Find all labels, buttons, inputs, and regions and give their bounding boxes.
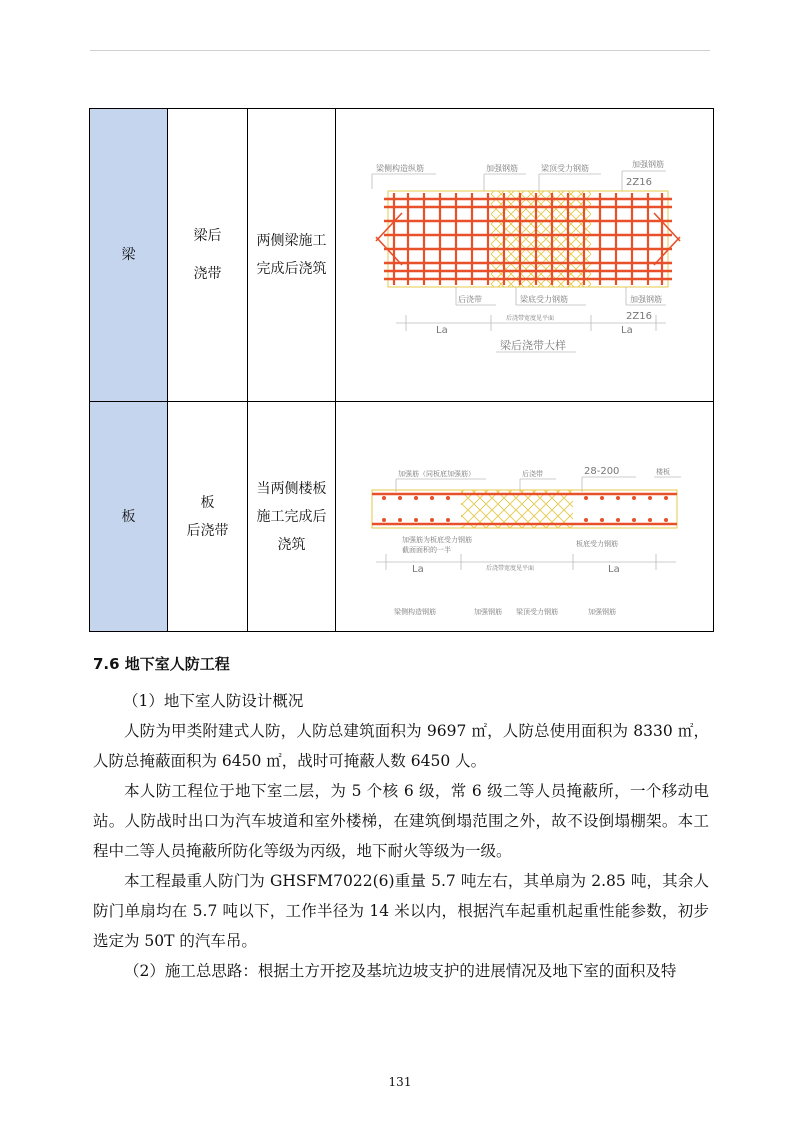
drawing-label: 2Z16 [626,311,652,322]
dimension-label: 后浇带宽度见平面 [506,315,555,322]
section-title: 7.6 地下室人防工程 [93,655,230,673]
paragraph: 本人防工程位于地下室二层，为 5 个核 6 级，常 6 级二等人员掩蔽所，一个移动电站。人防战时出口为汽车坡道和室外楼梯，在建筑倒塌范围之外，故不设倒塌棚架。本工程中二等人员掩蔽所防化等级为丙级，地下耐火等级为一级。 [93,782,709,860]
type-line: 板 [200,494,215,511]
desc-line: 当两侧楼板 [256,480,327,497]
table-row [90,402,714,632]
dimension-label: La [436,325,448,336]
dimension-label: La [608,564,620,575]
drawing-label: 加强钢筋 [632,160,664,169]
paragraph: 人防为甲类附建式人防，人防总建筑面积为 9697 ㎡，人防总使用面积为 8330 ㎡，人防总掩蔽面积为 6450 ㎡，战时可掩蔽人数 6450 人。 [93,722,709,770]
drawing-label: 板底受力钢筋 [576,540,618,548]
drawing-footer-label: 梁侧构造钢筋 [394,608,436,616]
dimension-label: La [621,325,633,336]
drawing-label: 梁侧构造纵筋 [376,164,424,173]
desc-line: 两侧梁施工 [256,233,327,249]
drawing-label: 截面面积的一半 [402,546,451,554]
member-cell [90,402,168,632]
drawing-label: 后浇带 [522,470,543,478]
drawing-label: 2Z16 [626,177,652,188]
drawing-label: 加强筋为板底受力钢筋 [402,536,472,544]
type-cell [168,402,248,632]
slab-post-pour-strip-drawing [336,402,713,631]
table-row [90,109,714,402]
drawing-label: 加强钢筋 [486,164,518,173]
member-name: 梁 [121,247,136,263]
subsection-heading: （1）地下室人防设计概况 [123,692,304,710]
drawing-cell [336,109,714,402]
type-line: 后浇带 [186,522,229,539]
description-cell [248,109,336,402]
drawing-label: 梁底受力钢筋 [520,295,568,304]
drawing-label: 加强筋（同板底加强筋） [398,470,475,478]
strip-hatch [461,490,573,528]
description-cell [248,402,336,632]
desc-line: 浇筑 [277,536,306,553]
paragraph: 本工程最重人防门为 GHSFM7022(6)重量 5.7 吨左右，其单扇为 2.85 吨，其余人防门单扇均在 5.7 吨以下，工作半径为 14 米以内，根据汽车起重机起重性能参数，初步选定为 50T 的汽车吊。 [93,872,709,950]
member-name: 板 [121,508,136,525]
paragraph: （2）施工总思路：根据土方开挖及基坑边坡支护的进展情况及地下室的面积及特 [124,962,677,980]
desc-line: 施工完成后 [256,508,327,525]
member-cell [90,109,168,402]
strip-hatch [491,191,591,287]
drawing-footer-label: 加强钢筋 [588,608,616,616]
type-line: 浇带 [193,266,222,282]
drawing-label: 楼板 [656,468,670,476]
beam-post-pour-strip-drawing [336,109,713,401]
drawing-footer-label: 梁顶受力钢筋 [516,608,558,616]
document-body [93,650,709,986]
dimension-label: 后浇带宽度见平面 [486,565,535,572]
drawing-label: 梁顶受力钢筋 [541,164,589,173]
drawing-label: 加强钢筋 [630,295,662,304]
post-pour-strip-table [89,108,714,632]
type-cell [168,109,248,402]
drawing-label: 后浇带 [458,295,482,304]
drawing-footer-label: 加强钢筋 [474,608,502,616]
page-number: 131 [388,1075,412,1089]
drawing-label: 28-200 [584,466,620,477]
drawing-cell [336,402,714,632]
drawing-caption: 梁后浇带大样 [500,339,566,352]
type-line: 梁后 [193,228,222,244]
desc-line: 完成后浇筑 [256,261,327,277]
dimension-label: La [412,564,424,575]
header-rule [90,50,710,51]
